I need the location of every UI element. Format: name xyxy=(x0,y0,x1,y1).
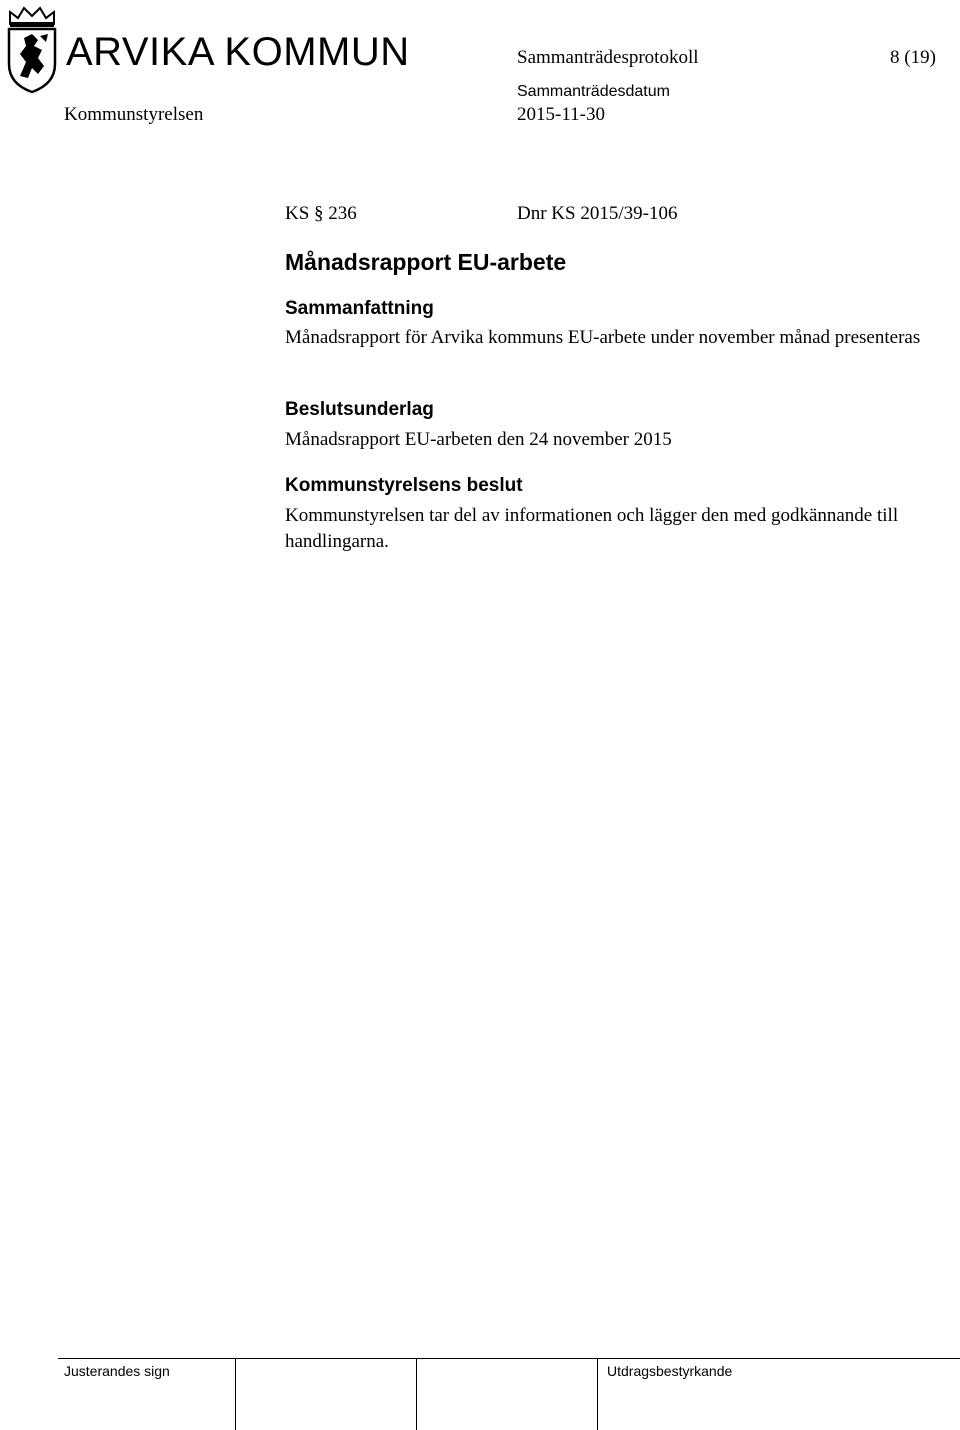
arvika-coat-of-arms-icon xyxy=(4,4,60,94)
committee-name: Kommunstyrelsen xyxy=(64,104,204,125)
document-type: Sammanträdesprotokoll xyxy=(517,47,699,68)
beslut-heading: Kommunstyrelsens beslut xyxy=(285,475,523,496)
beslutsunderlag-heading: Beslutsunderlag xyxy=(285,399,434,420)
sign-box-divider xyxy=(597,1358,598,1430)
meeting-date-label: Sammanträdesdatum xyxy=(517,83,670,100)
case-title: Månadsrapport EU-arbete xyxy=(285,249,567,275)
case-number: KS § 236 xyxy=(285,203,357,224)
utdragsbestyrkande-label: Utdragsbestyrkande xyxy=(607,1363,733,1379)
sammanfattning-text: Månadsrapport för Arvika kommuns EU-arbete under november månad presenteras xyxy=(285,327,921,348)
page-number: 8 (19) xyxy=(890,47,936,68)
sammanfattning-heading: Sammanfattning xyxy=(285,298,434,319)
beslut-text: Kommunstyrelsen tar del av informationen och lägger den med godkännande till handlingarna. xyxy=(285,505,899,552)
beslutsunderlag-text: Månadsrapport EU-arbeten den 24 november 2015 xyxy=(285,429,672,450)
sign-box-divider xyxy=(416,1358,417,1430)
meeting-date: 2015-11-30 xyxy=(517,104,605,125)
logo-wordmark: ARVIKA KOMMUN xyxy=(66,30,410,74)
case-dnr: Dnr KS 2015/39-106 xyxy=(517,203,678,224)
justerandes-sign-label: Justerandes sign xyxy=(64,1363,170,1379)
sign-box-divider xyxy=(235,1358,236,1430)
footer-divider xyxy=(58,1358,960,1359)
